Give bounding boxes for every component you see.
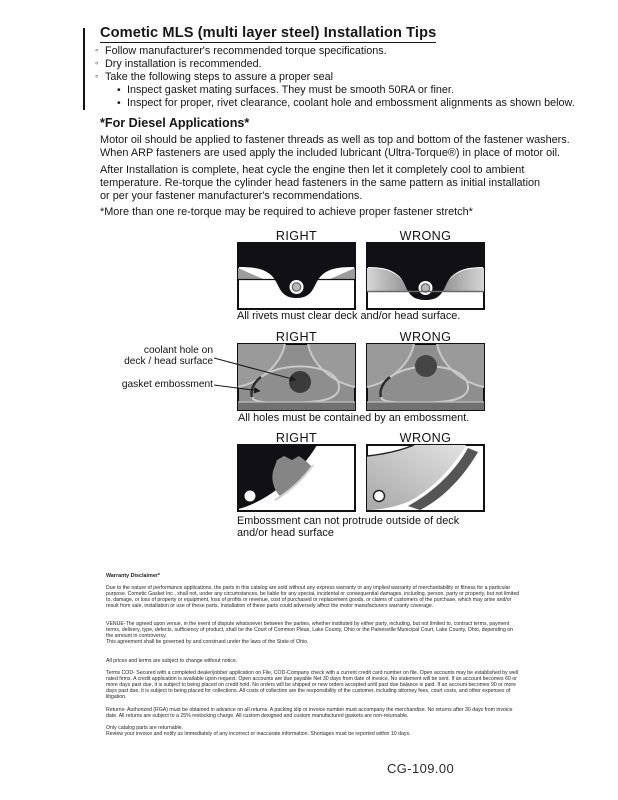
catalog-returns-note: Only catalog parts are returnable. Review your invoice and notify us immediately of any incorrect or inaccurate information. Shortages must be reported within 10 days. bbox=[106, 725, 411, 737]
figure1-right-diagram bbox=[237, 242, 356, 310]
page-title: Cometic MLS (multi layer steel) Installation Tips bbox=[100, 25, 437, 41]
catalog-page-code: CG-109.00 bbox=[387, 761, 455, 776]
tips-list bbox=[96, 45, 575, 110]
list-item: ◦ Dry installation is recommended. bbox=[96, 58, 566, 71]
diesel-heading: *For Diesel Applications* bbox=[100, 116, 250, 130]
wrong-label: WRONG bbox=[399, 330, 452, 344]
warranty-disclaimer-text: Due to the nature of performance applications, the parts in this catalog are sold without any express warranty or any implied warranty of merchantability or fitness for a particular purpose. Cometic Gasket Inc., shall not, under any circumstances, be liable for any special, incidental or consequential damages, including, person, party or property, but not limited to, damage, or loss of property or equipment, loss of profits or revenue, cost of purchased or replacement goods, or claims of customers of the purchase, which may arise and/or result from sale, installation or use of these parts. Installation of these parts could adversely affect the motor manufacturers warranty coverage. bbox=[106, 585, 520, 609]
figure1-wrong-diagram bbox=[366, 242, 485, 310]
terms-cod-clause: Terms COD- Secured with a completed dealer/jobber application on File, COD-Company check with a current credit card number on file. Open accounts may be established by well rated firms. A credit application is available upon request. Open accounts are due payable Net 30 days from date of invoice. No statement will be sent. If an account becomes 60 or more days past due, it is subject to being placed on credit hold. No orders will be shipped or new orders accepted until past due balance is paid. If an account becomes 90 or more days past due, it is subject to being placed for collections. All costs of collection are the responsibility of the customer, including attorney fees, court costs, and other expenses of litigation. bbox=[106, 670, 519, 700]
callout-arrows bbox=[205, 348, 305, 398]
scan-artifact-line bbox=[83, 28, 85, 110]
right-label: RIGHT bbox=[275, 330, 318, 344]
prices-clause: All prices and terms are subject to change without notice. bbox=[106, 658, 238, 664]
venue-clause: VENUE-The agreed upon venue, in the event of dispute whatsoever between the parties, whether instituted by either party, including, but not limited to, contract terms, payment terms, delivery, type, defects, sufficiency of product, shall be the Court of Common Pleas, Lake County, Ohio or the Painesville Municipal Court, Lake County, Ohio, depending on the amount in controversy. This agreement shall be governed by and construed under the laws of the State of Ohio. bbox=[106, 621, 514, 645]
list-item: ◦ Take the following steps to assure a proper seal bbox=[96, 71, 566, 84]
diesel-paragraph-1: Motor oil should be applied to fastener threads as well as top and bottom of the fastener washers. When ARP fasteners are used apply the included lubricant (Ultra-Torque®) in place of motor oil. bbox=[100, 134, 570, 160]
coolant-hole-callout: coolant hole on deck / head surface bbox=[124, 345, 213, 367]
retorque-note: *More than one re-torque may be required to achieve proper fastener stretch* bbox=[100, 206, 473, 218]
bolt-hole-icon bbox=[374, 491, 385, 502]
list-item: • Inspect gasket mating surfaces. They must be smooth 50RA or finer. bbox=[118, 84, 566, 97]
figure2-caption: All holes must be contained by an embossment. bbox=[238, 412, 470, 424]
figure2-wrong-diagram bbox=[366, 343, 485, 411]
figure3-right-diagram bbox=[237, 444, 356, 512]
right-label: RIGHT bbox=[275, 431, 318, 445]
list-item: • Inspect for proper, rivet clearance, coolant hole and embossment alignments as shown below. bbox=[118, 97, 566, 110]
warranty-disclaimer-heading: Warranty Disclaimer* bbox=[106, 573, 161, 579]
coolant-hole-icon bbox=[415, 355, 437, 377]
arrow-to-coolant-hole bbox=[214, 358, 296, 380]
gasket-embossment-callout: gasket embossment bbox=[121, 379, 213, 390]
returns-clause: Returns- Authorized (RGA) must be obtained in advance on all returns. A packing slip or invoice number must accompany the merchandise. No returns after 30 days from invoice date. All returns are subject to a 25% restocking charge. All custom designed and custom manufactured gaskets are non-returnable. bbox=[106, 707, 513, 719]
diesel-paragraph-2: After Installation is complete, heat cycle the engine then let it completely cool to ambient temperature. Re-torque the cylinder head fasteners in the same pattern as initial installation or per your fastener manufacturer's recommendations. bbox=[100, 164, 541, 203]
arrow-to-embossment bbox=[214, 385, 260, 391]
right-label: RIGHT bbox=[275, 229, 318, 243]
bolt-hole-icon bbox=[245, 491, 256, 502]
figure3-caption: Embossment can not protrude outside of deck and/or head surface bbox=[237, 515, 460, 539]
figure3-wrong-diagram bbox=[366, 444, 485, 512]
wrong-label: WRONG bbox=[399, 229, 452, 243]
list-item: ◦ Follow manufacturer's recommended torque specifications. bbox=[96, 45, 566, 58]
wrong-label: WRONG bbox=[399, 431, 452, 445]
figure1-caption: All rivets must clear deck and/or head surface. bbox=[237, 310, 461, 322]
